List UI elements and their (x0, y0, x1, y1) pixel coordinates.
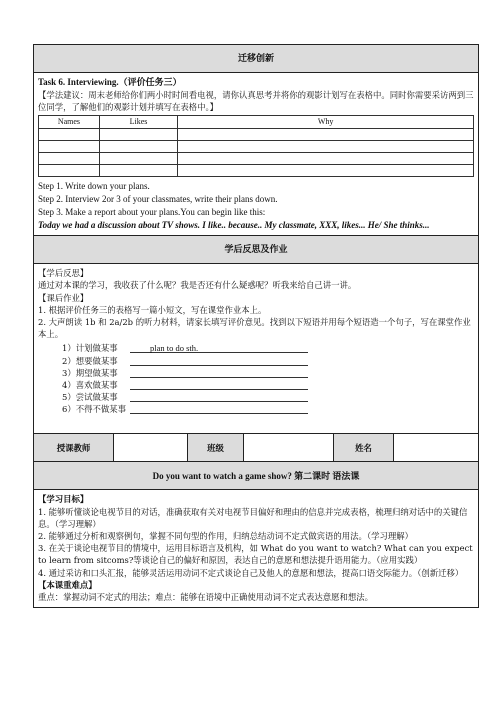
phrase-answer[interactable] (130, 403, 308, 414)
phrase-answer[interactable] (130, 355, 308, 366)
step-1: Step 1. Write down your plans. (38, 181, 150, 192)
lesson-sheet (33, 44, 479, 608)
name-label: 姓名 (334, 434, 394, 461)
phrase-item: 1）计划做某事 plan to do sth. (38, 342, 474, 354)
table-row (39, 165, 474, 177)
step-2: Step 2. Interview 2or 3 of your classmates, write their plans down. (38, 194, 278, 205)
phrase-answer[interactable] (130, 391, 308, 402)
report-example: Today we had a discussion about TV shows. I like.. because.. My classmate, XXX, likes... He/ She thinks... (38, 220, 430, 231)
class-field[interactable] (244, 434, 334, 461)
table-row (39, 129, 474, 141)
phrase-item: 6）不得不做某事 (38, 403, 474, 415)
phrase-item: 3）期望做某事 (38, 367, 474, 379)
goal-1: 1. 能够听懂谈论电视节目的对话，准确获取有关对电视节目偏好和理由的信息并完成表格，梳理归纳对话中的关键信息。（学习理解） (38, 506, 468, 529)
col-likes: Likes (99, 116, 177, 129)
homework-2: 2. 大声朗读 1b 和 2a/2b 的听力材料，请家长填写评价意见。找到以下短语并用每个短语造一个句子，写在课堂作业本上。 (38, 316, 471, 340)
section-title-transfer: 迁移创新 (34, 45, 478, 73)
phrase-list (38, 342, 474, 415)
homework-label: 【课后作业】 (38, 292, 89, 303)
table-row (39, 141, 474, 153)
objectives-block (34, 490, 478, 607)
key-text: 重点：掌握动词不定式的用法；难点：能够在语境中正确使用动词不定式表达意愿和想法。 (38, 591, 373, 602)
method-advice: 【学法建议：周末老师给你们两小时时间看电视，请你认真思考并将你的观影计划写在表格中。同时你需要采访两到三位同学，了解他们的观影计划并填写在表格中。】 (38, 90, 474, 113)
goal-2: 2. 能够通过分析和观察例句，掌握不同句型的作用，归纳总结动词不定式做宾语的用法。（学习理解） (38, 531, 413, 542)
phrase-answer[interactable]: plan to do sth. (130, 342, 308, 353)
phrase-answer[interactable] (130, 379, 308, 390)
phrase-answer[interactable] (130, 367, 308, 378)
col-why: Why (178, 116, 474, 129)
teacher-field[interactable] (114, 434, 188, 461)
phrase-item: 5）尝试做某事 (38, 391, 474, 403)
reflect-text: 通过对本课的学习，我收获了什么呢？我是否还有什么疑惑呢？听我来给自己讲一讲。 (38, 280, 357, 291)
task-title: Task 6. Interviewing.（评价任务三） (38, 77, 182, 87)
table-row (39, 153, 474, 165)
goal-4: 4. 通过采访和口头汇报，能够灵活运用动词不定式谈论自己及他人的意愿和想法，提高口语交际能力。（创新迁移） (38, 567, 464, 578)
teacher-info-row (34, 434, 478, 462)
reflect-label: 【学后反思】 (38, 268, 89, 279)
goals-label: 【学习目标】 (38, 494, 89, 505)
step-3: Step 3. Make a report about your plans.You can begin like this: (38, 207, 266, 218)
class-label: 班级 (188, 434, 244, 461)
key-label: 【本课重难点】 (38, 579, 97, 590)
reflection-block (34, 264, 478, 434)
interview-table (38, 115, 474, 177)
goal-3: 3. 在关于谈论电视节目的情境中，运用目标语言及机构，如 What do you want to watch? What can you expect to learn from sitcoms?等谈论自己的偏好和原因，表达自己的意愿和想法提升语用能力。（应用实践） (38, 543, 473, 566)
name-field[interactable] (394, 434, 478, 461)
phrase-item: 4）喜欢做某事 (38, 379, 474, 391)
phrase-item: 2）想要做某事 (38, 355, 474, 367)
teacher-label: 授课教师 (34, 434, 114, 461)
section-title-reflection: 学后反思及作业 (34, 236, 478, 264)
section-title-lesson: Do you want to watch a game show? 第二课时 语法课 (34, 462, 478, 490)
task-block (34, 73, 478, 236)
col-names: Names (39, 116, 100, 129)
homework-1: 1. 根据评价任务三的表格写一篇小短文，写在课堂作业本上。 (38, 304, 267, 315)
